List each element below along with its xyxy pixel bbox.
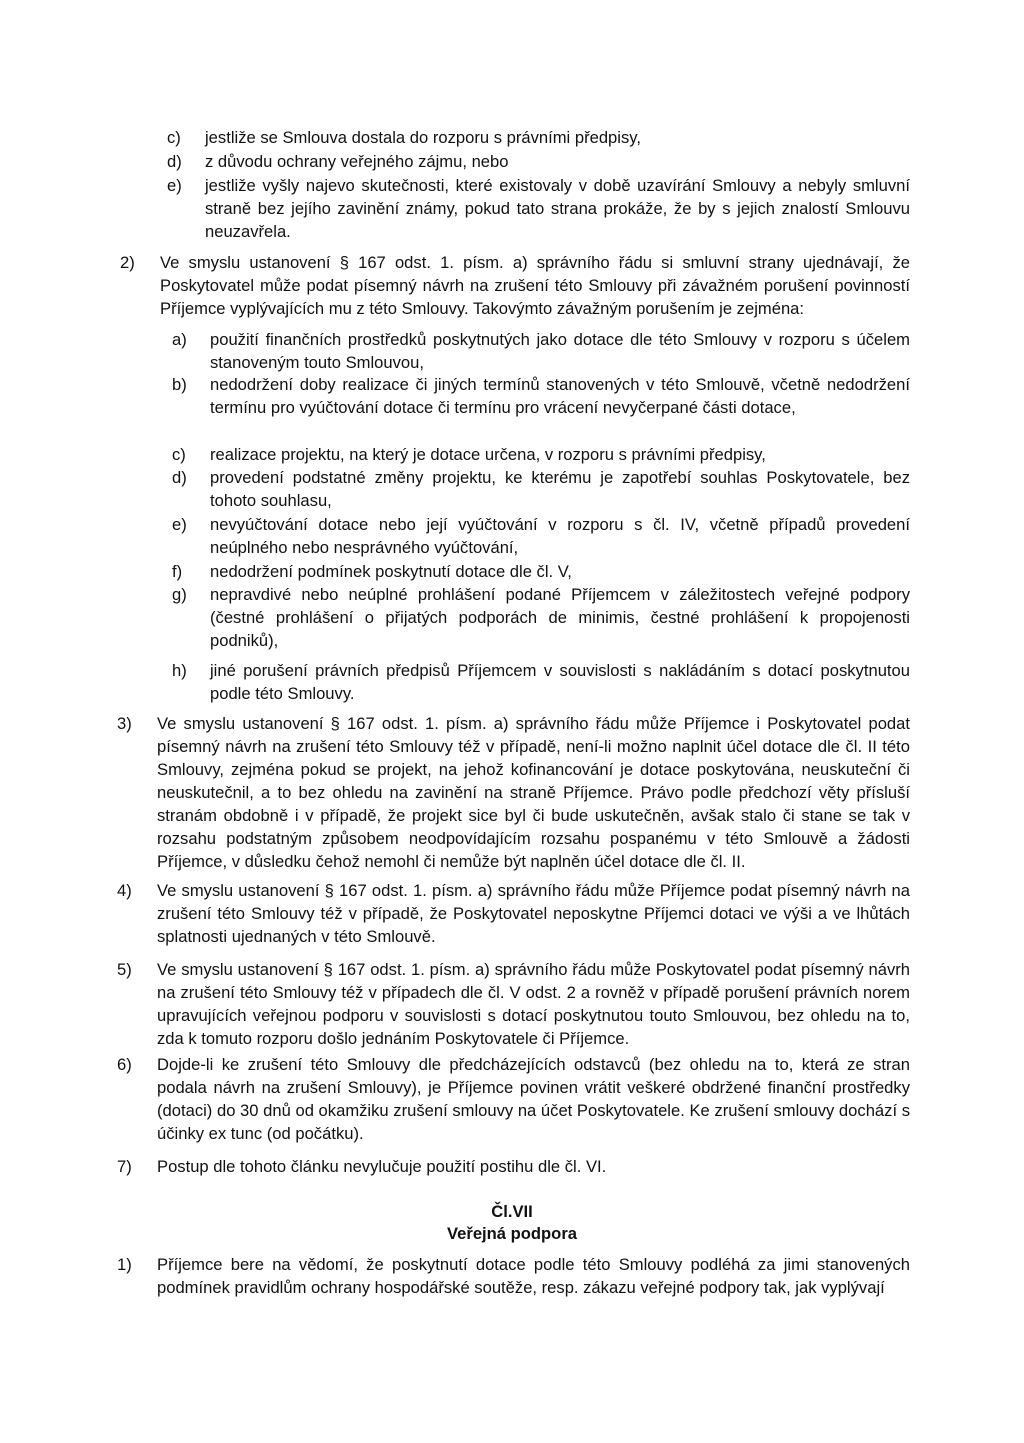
list-marker: d) [167,152,182,171]
list-marker: b) [172,375,187,394]
list-item-text: jestliže se Smlouva dostala do rozporu s právními předpisy, [205,128,641,147]
paragraph-text: Ve smyslu ustanovení § 167 odst. 1. písm. a) správního řádu si smluvní strany ujednávají, že Poskytovatel může podat písemný návrh na zrušení této Smlouvy při závažném porušení povinností Příjemce vyplývajících mu z této Smlouvy. Takovýmto závažným porušením je zejména: [160,253,910,318]
list-item [172,583,910,652]
list-item [172,466,910,512]
numbered-paragraph [120,251,910,320]
list-item [167,174,910,243]
paragraph-text: Ve smyslu ustanovení § 167 odst. 1. písm. a) správního řádu může Poskytovatel podat písemný návrh na zrušení této Smlouvy též v případech dle čl. V odst. 2 a rovněž v případě porušení právních norem upravujících veřejnou podporu v souvislosti s dotací poskytnutou touto Smlouvou, bez ohledu na to, zda k tomuto rozporu došlo jednáním Poskytovatele či Příjemce. [157,960,910,1048]
list-item-text: použití finančních prostředků poskytnutých jako dotace dle této Smlouvy v rozporu s účelem stanoveným touto Smlouvou, [210,330,910,372]
list-marker: c) [167,128,181,147]
list-marker: a) [172,330,187,349]
paragraph-number: 2) [120,253,135,272]
paragraph-text: Ve smyslu ustanovení § 167 odst. 1. písm. a) správního řádu může Příjemce i Poskytovatel podat písemný návrh na zrušení této Smlouvy též v případě, není-li možno naplnit účel dotace dle čl. II této Smlouvy, zejména pokud se projekt, na jehož kofinancování je dotace poskytována, neuskuteční či neuskutečnil, a to bez ohledu na zavinění na straně Příjemce. Právo podle předchozí věty přísluší stranám obdobně i v případě, že projekt sice byl či bude uskutečněn, avšak stalo či stane se tak v rozsahu podstatným způsobem neodpovídajícím rozsahu pospanému v této Smlouvě a žádosti Příjemce, v důsledku čehož nemohl či nemůže být naplněn účel dotace dle čl. II. [157,714,910,871]
list-item-text: nedodržení doby realizace či jiných termínů stanovených v této Smlouvě, včetně nedodržení termínu pro vyúčtování dotace či termínu pro vrácení nevyčerpané části dotace, [210,375,910,417]
list-item-text: realizace projektu, na který je dotace určena, v rozporu s právními předpisy, [210,445,766,464]
article-title: Veřejná podpora [446,1224,578,1243]
paragraph-text: Příjemce bere na vědomí, že poskytnutí dotace podle této Smlouvy podléhá za jimi stanovených podmínek pravidlům ochrany hospodářské soutěže, resp. zákazu veřejné podpory tak, jak vyplývají [157,1255,910,1297]
list-item [167,150,910,173]
list-item [172,328,910,374]
list-marker: e) [172,515,187,534]
list-marker: f) [172,562,183,581]
list-item [172,659,910,705]
list-item [167,126,910,149]
article-number: Čl.VII [491,1202,533,1221]
list-marker: e) [167,176,182,195]
list-marker: d) [172,468,187,487]
list-item-text: provedení podstatné změny projektu, ke kterému je zapotřebí souhlas Poskytovatele, bez tohoto souhlasu, [210,468,910,510]
numbered-paragraph [117,1253,910,1299]
paragraph-number: 6) [117,1055,132,1074]
paragraph-number: 7) [117,1157,132,1176]
numbered-paragraph [117,879,910,948]
list-item-text: nevyúčtování dotace nebo její vyúčtování v rozporu s čl. IV, včetně případů provedení neúplného nebo nesprávného vyúčtování, [210,515,910,557]
list-item [172,513,910,559]
list-marker: g) [172,585,187,604]
numbered-paragraph [117,958,910,1050]
list-item-text: nepravdivé nebo neúplné prohlášení podané Příjemcem v záležitostech veřejné podpory (čestné prohlášení o přijatých podporách de minimis, čestné prohlášení k propojenosti podniků), [210,585,910,650]
paragraph-number: 1) [117,1255,132,1274]
list-item [172,560,910,583]
paragraph-text: Postup dle tohoto článku nevylučuje použití postihu dle čl. VI. [157,1157,607,1176]
list-item-text: nedodržení podmínek poskytnutí dotace dle čl. V, [210,562,572,581]
list-item-text: z důvodu ochrany veřejného zájmu, nebo [205,152,509,171]
paragraph-text: Ve smyslu ustanovení § 167 odst. 1. písm. a) správního řádu může Příjemce podat písemný návrh na zrušení této Smlouvy též v případě, že Poskytovatel neposkytne Příjemci dotaci ve výši a ve lhůtách splatnosti ujednaných v této Smlouvě. [157,881,910,946]
paragraph-number: 5) [117,960,132,979]
list-item [172,373,910,419]
paragraph-number: 3) [117,714,132,733]
list-marker: h) [172,661,187,680]
list-item-text: jiné porušení právních předpisů Příjemcem v souvislosti s nakládáním s dotací poskytnutou podle této Smlouvy. [210,661,910,703]
list-item [172,443,910,466]
numbered-paragraph [117,712,910,873]
paragraph-number: 4) [117,881,132,900]
numbered-paragraph [117,1053,910,1145]
paragraph-text: Dojde-li ke zrušení této Smlouvy dle předcházejících odstavců (bez ohledu na to, která ze stran podala návrh na zrušení Smlouvy), je Příjemce povinen vrátit veškeré obdržené finanční prostředky (dotaci) do 30 dnů od okamžiku zrušení smlouvy na účet Poskytovatele. Ke zrušení smlouvy dochází s účinky ex tunc (od počátku). [157,1055,910,1143]
list-marker: c) [172,445,186,464]
list-item-text: jestliže vyšly najevo skutečnosti, které existovaly v době uzavírání Smlouvy a nebyly smluvní straně bez jejího zavinění známy, pokud tato strana prokáže, že by s jejich znalostí Smlouvu neuzavřela. [205,176,910,241]
numbered-paragraph [117,1155,910,1178]
